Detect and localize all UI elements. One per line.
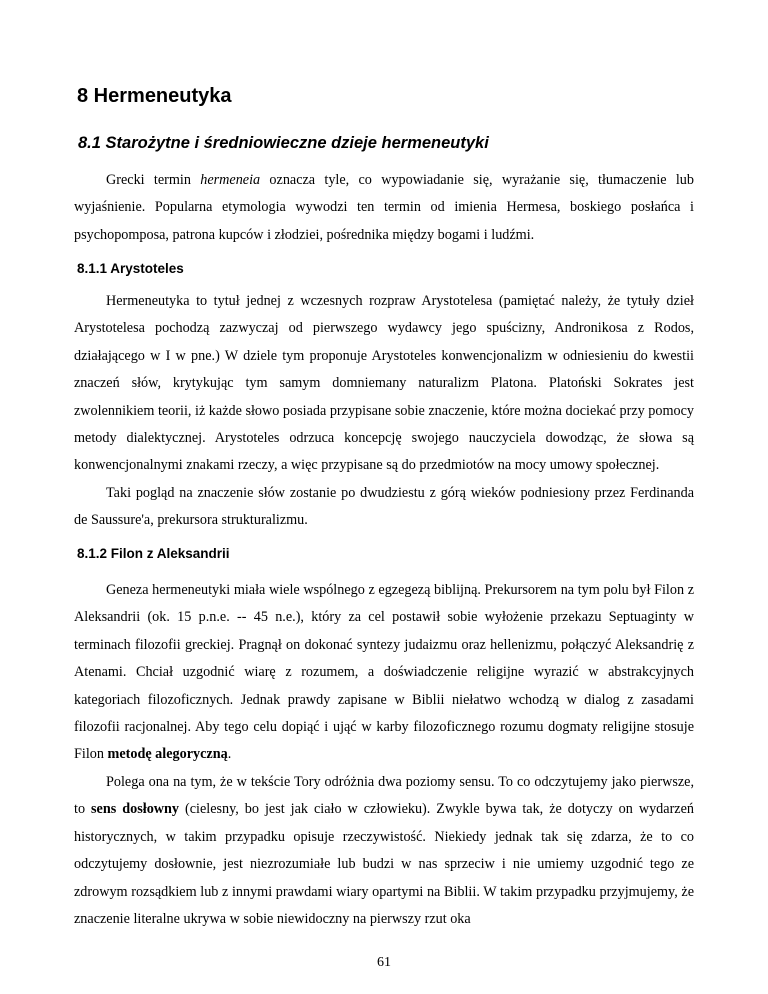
intro-paragraph: Grecki termin hermeneia oznacza tyle, co wypowiadanie się, wyrażanie się, tłumaczenie lub wyjaśnienie. Popularna etymologia wywodzi ten termin od imienia Hermesa, boskiego posłańca i psychopomposa, patrona kupców i złodziei, pośrednika między bogami i ludźmi. — [74, 172, 694, 243]
subsection-heading-filon: 8.1.2 Filon z Aleksandrii — [77, 546, 230, 561]
chapter-title: 8 Hermeneutyka — [77, 85, 232, 107]
section-title: 8.1 Starożytne i średniowieczne dzieje hermeneutyki — [78, 134, 489, 152]
filon-paragraph-1: Geneza hermeneutyki miała wiele wspólnego z egzegezą biblijną. Prekursorem na tym polu był Filon z Aleksandrii (ok. 15 p.n.e. -- 45 n.e.), który za cel postawił sobie wyłożenie przekazu Septuaginty w terminach filozofii greckiej. Pragnął on dokonać syntezy judaizmu oraz hellenizmu, połączyć Aleksandrię z Atenami. Chciał uzgodnić wiarę z rozumem, a doświadczenie religijne wyrazić w abstrakcyjnych kategoriach filozoficznych. Jednak prawdy zapisane w Biblii niełatwo wchodzą w dialog z zasadami filozofii racjonalnej. Aby tego celu dopiąć i ująć w karby filozoficznego rozumu dogmaty religijne stosuje Filon metodę alegoryczną. — [74, 582, 694, 763]
page-number: 61 — [377, 955, 391, 970]
term-hermeneia: hermeneia — [200, 172, 261, 188]
arystoteles-paragraph-2: Taki pogląd na znaczenie słów zostanie po dwudziestu z górą wieków podniesiony przez Ferdinanda de Saussure'a, prekursora strukturalizmu. — [74, 485, 694, 529]
subsection-heading-arystoteles: 8.1.1 Arystoteles — [77, 261, 184, 276]
arystoteles-paragraph-1: Hermeneutyka to tytuł jednej z wczesnych rozpraw Arystotelesa (pamiętać należy, że tytuły dzieł Arystotelesa pochodzą zazwyczaj od pierwszego wydawcy jego spuścizny, Andronikosa z Rodos, działającego w I w pne.) W dziele tym proponuje Arystoteles konwencjonalizm w odniesieniu do kwestii znaczeń słów, krytykując tym samym domniemany naturalizm Platona. Platoński Sokrates jest zwolennikiem teorii, iż każde słowo posiada przypisane sobie znaczenie, które można dociekać przy pomocy metody dialektycznej. Arystoteles odrzuca koncepcję swojego nauczyciela dowodząc, że słowa są konwencjonalnymi znakami rzeczy, a więc przypisane są do przedmiotów na mocy umowy społecznej. — [74, 293, 694, 474]
bold-term-metoda-alegoryczna: metodę alegoryczną — [107, 746, 228, 763]
filon-paragraph-2: Polega ona na tym, że w tekście Tory odróżnia dwa poziomy sensu. To co odczytujemy jako pierwsze, to sens dosłowny (cielesny, bo jest jak ciało w człowieku). Zwykle bywa tak, że dotyczy on wydarzeń historycznych, w takim przypadku opisuje rzeczywistość. Niekiedy jednak tak się zdarza, że to co odczytujemy dosłownie, jest niezrozumiałe lub budzi w nas sprzeciw i nie umiemy uzgodnić tego ze zdrowym rozsądkiem lub z innymi prawdami wiary opartymi na Biblii. W takim przypadku przyjmujemy, że znaczenie literalne ukrywa w sobie niewidoczny na pierwszy rzut oka — [74, 774, 694, 928]
bold-term-sens-doslowny: sens dosłowny — [91, 801, 180, 818]
